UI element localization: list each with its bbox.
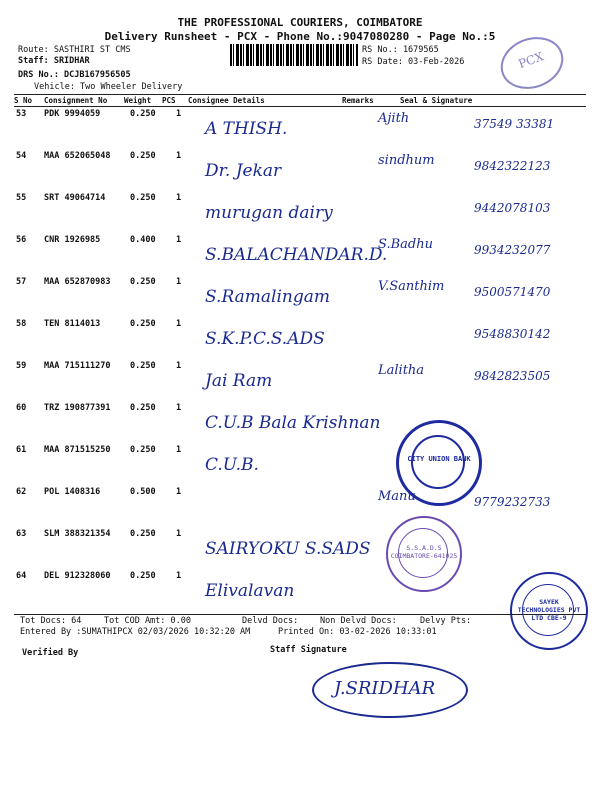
row-weight: 0.250 [130,403,156,413]
delivered-docs: Delvd Docs: [242,616,299,626]
divider [14,614,586,615]
consignment-number: MAA 715111270 [44,361,111,371]
row-pcs: 1 [176,487,182,497]
consignment-number: PDK 9994059 [44,109,101,119]
divider [14,106,586,107]
phone-handwriting: 9548830142 [474,327,551,341]
phone-handwriting: 9842823505 [474,369,551,383]
remark-handwriting: Lalitha [378,363,425,378]
sayek-stamp-text: SAYEK TECHNOLOGIES PVT LTD CBE-9 [517,598,581,622]
remark-handwriting: V.Santhim [378,279,445,294]
consignee-handwriting: Jai Ram [205,371,273,391]
entered-by: Entered By :SUMATHIPCX 02/03/2026 10:32:20 AM [20,627,251,637]
consignee-handwriting: S.BALACHANDAR.D. [205,245,388,265]
non-delivered-docs: Non Delvd Docs: [320,616,397,626]
row-sno: 63 [16,529,27,539]
row-pcs: 1 [176,277,182,287]
consignment-number: POL 1408316 [44,487,101,497]
row-sno: 60 [16,403,27,413]
consignee-handwriting: Dr. Jekar [205,161,282,181]
staff-label: Staff: SRIDHAR [18,56,90,66]
row-sno: 62 [16,487,27,497]
remark-handwriting: sindhum [378,153,435,168]
printed-on: Printed On: 03-02-2026 10:33:01 [278,627,437,637]
row-pcs: 1 [176,403,182,413]
row-pcs: 1 [176,319,182,329]
corner-stamp-text: PCX [516,49,546,72]
row-pcs: 1 [176,109,182,119]
row-sno: 59 [16,361,27,371]
row-sno: 58 [16,319,27,329]
consignment-number: MAA 871515250 [44,445,111,455]
consignment-number: TRZ 190877391 [44,403,111,413]
consignment-number: MAA 652065048 [44,151,111,161]
consignee-handwriting: C.U.B Bala Krishnan [205,413,381,433]
col-consignee: Consignee Details [188,96,265,105]
row-pcs: 1 [176,445,182,455]
row-sno: 55 [16,193,27,203]
row-pcs: 1 [176,529,182,539]
row-sno: 64 [16,571,27,581]
ssads-stamp-text: S.S.A.D.S COIMBATORE-641025 [390,544,458,560]
consignment-number: SRT 49064714 [44,193,106,203]
consignee-handwriting: S.Ramalingam [205,287,330,307]
drs-number: DRS No.: DCJB167956505 [18,70,131,80]
barcode [230,44,358,66]
phone-handwriting: 9934232077 [474,243,551,257]
row-pcs: 1 [176,571,182,581]
phone-handwriting: 9500571470 [474,285,551,299]
consignee-handwriting: A THISH. [205,119,288,139]
row-pcs: 1 [176,151,182,161]
consignee-handwriting: murugan dairy [205,203,333,223]
bank-stamp-text: CITY UNION BANK [407,455,471,463]
row-sno: 61 [16,445,27,455]
row-weight: 0.250 [130,529,156,539]
remark-handwriting: S.Badhu [378,237,433,252]
runsheet-subtitle: Delivery Runsheet - PCX - Phone No.:9047080280 - Page No.:5 [104,30,496,43]
col-remarks: Remarks [342,96,374,105]
verified-by: Verified By [22,648,79,658]
consignee-handwriting: S.K.P.C.S.ADS [205,329,325,349]
row-weight: 0.250 [130,151,156,161]
consignee-handwriting: Elivalavan [205,581,295,601]
vehicle-label: Vehicle: Two Wheeler Delivery [34,82,183,92]
remark-handwriting: Manu [378,489,416,504]
staff-signature [312,662,468,718]
row-weight: 0.250 [130,445,156,455]
staff-signature-label: Staff Signature [270,645,347,655]
consignment-number: SLM 388321354 [44,529,111,539]
phone-handwriting: 9842322123 [474,159,551,173]
row-pcs: 1 [176,361,182,371]
total-cod: Tot COD Amt: 0.00 [104,616,191,626]
route-label: Route: SASTHIRI ST CMS [18,45,131,55]
row-weight: 0.250 [130,361,156,371]
delivery-points: Delvy Pts: [420,616,472,626]
phone-handwriting: 37549 33381 [474,117,555,131]
consignment-number: CNR 1926985 [44,235,101,245]
row-weight: 0.250 [130,571,156,581]
consignment-number: TEN 8114013 [44,319,101,329]
row-weight: 0.250 [130,277,156,287]
total-docs: Tot Docs: 64 [20,616,82,626]
col-sno: S No [14,96,33,105]
col-seal: Seal & Signature [400,96,473,105]
phone-handwriting: 9779232733 [474,495,551,509]
bank-stamp [396,420,482,506]
divider [14,94,586,95]
row-weight: 0.250 [130,109,156,119]
rs-number: RS No.: 1679565 [362,45,439,55]
consignee-handwriting: SAIRYOKU S.SADS [205,539,371,559]
row-weight: 0.250 [130,193,156,203]
row-pcs: 1 [176,235,182,245]
page-title: THE PROFESSIONAL COURIERS, COIMBATORE [177,16,423,29]
rs-date: RS Date: 03-Feb-2026 [362,57,465,67]
row-pcs: 1 [176,193,182,203]
col-consignment: Consignment No [44,96,108,105]
ssads-stamp [386,516,462,592]
consignment-number: DEL 912328060 [44,571,111,581]
row-weight: 0.400 [130,235,156,245]
phone-handwriting: 9442078103 [474,201,551,215]
col-weight: Weight [124,96,152,105]
remark-handwriting: Ajith [378,111,410,126]
col-pcs: PCS [162,96,176,105]
row-weight: 0.500 [130,487,156,497]
row-sno: 57 [16,277,27,287]
consignment-number: MAA 652870983 [44,277,111,287]
row-weight: 0.250 [130,319,156,329]
sayek-stamp [510,572,588,650]
row-sno: 54 [16,151,27,161]
row-sno: 53 [16,109,27,119]
consignee-handwriting: C.U.B. [205,455,259,475]
row-sno: 56 [16,235,27,245]
staff-signature-text: J.SRIDHAR [334,678,436,699]
